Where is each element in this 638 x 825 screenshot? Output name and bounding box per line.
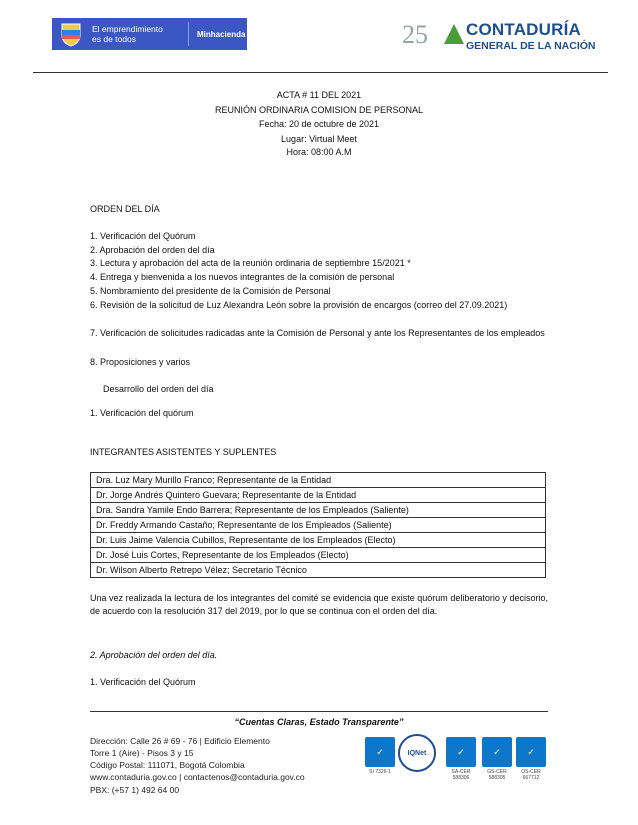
iqnet-logo: IQNet: [398, 734, 436, 772]
cert-code: GS-CER 588305: [487, 769, 507, 781]
gov-slogan-line1: El emprendimiento: [92, 24, 163, 34]
cert-badge: [482, 737, 512, 781]
cert-code: SI 7326-1: [369, 769, 391, 775]
member-cell: Dra. Luz Mary Murillo Franco; Representante de la Entidad: [91, 473, 546, 488]
badge-divider: [188, 22, 189, 46]
section-heading: 1. Verificación del Quórum: [90, 677, 196, 687]
table-row: [91, 473, 546, 488]
member-cell: Dr. Freddy Armando Castaño; Representante de los Empleados (Saliente): [91, 518, 546, 533]
certification-icon: ✓: [516, 737, 546, 767]
meeting-date: Fecha: 20 de octubre de 2021: [258, 119, 380, 129]
org-subtitle: GENERAL DE LA NACIÓN: [466, 40, 596, 52]
leaf-icon: [444, 24, 464, 44]
footer-tower: Torre 1 (Aire) - Pisos 3 y 15: [90, 748, 194, 758]
gov-slogan: [92, 24, 184, 44]
development-heading: Desarrollo del orden del día: [103, 384, 214, 394]
table-row: [91, 563, 546, 578]
agenda-item: 4. Entrega y bienvenida a los nuevos integrantes de la comisión de personal: [90, 272, 395, 282]
footer-postal: Código Postal: 111071, Bogotá Colombia: [90, 760, 245, 770]
cert-badge: [516, 737, 546, 781]
gov-slogan-line2: es de todos: [92, 34, 136, 44]
certification-icon: ✓: [365, 737, 395, 767]
certification-icon: ✓: [482, 737, 512, 767]
member-cell: Dr. Wilson Alberto Retrepo Vélez; Secretario Técnico: [91, 563, 546, 578]
footer-address: Dirección: Calle 26 # 69 - 76 | Edificio Elemento: [90, 736, 270, 746]
agenda-item: 6. Revisión de la solicitud de Luz Alexandra León sobre la provisión de encargos (correo del 27.09.2021): [90, 300, 508, 310]
members-heading: INTEGRANTES ASISTENTES Y SUPLENTES: [90, 447, 277, 457]
anniversary-mark: 25: [402, 20, 428, 49]
member-cell: Dra. Sandra Yamile Endo Barrera; Representante de los Empleados (Saliente): [91, 503, 546, 518]
footer-rule: [90, 711, 548, 712]
cert-code: OS-CER 667712: [521, 769, 541, 781]
meeting-place: Lugar: Virtual Meet: [281, 134, 357, 144]
members-table: [90, 472, 546, 578]
coat-of-arms-icon: [60, 21, 82, 47]
footer-web: www.contaduria.gov.co | contactenos@contaduria.gov.co: [90, 772, 305, 782]
table-row: [91, 548, 546, 563]
header-rule: [33, 72, 608, 73]
meeting-time: Hora: 08:00 A.M: [286, 147, 352, 157]
cgn-logo: [400, 16, 610, 56]
cert-badge: [446, 737, 476, 781]
ministry-label: Minhacienda: [197, 29, 246, 39]
agenda-item: 2. Aprobación del orden del día: [90, 245, 215, 255]
agenda-item: 1. Verificación del Quórum: [90, 231, 196, 241]
cert-code: SA-CER 588306: [451, 769, 471, 781]
table-row: [91, 518, 546, 533]
certification-icon: ✓: [446, 737, 476, 767]
member-cell: Dr. José Luis Cortes, Representante de los Empleados (Electo): [91, 548, 546, 563]
member-cell: Dr. Jorge Andrés Quintero Guevara; Representante de la Entidad: [91, 488, 546, 503]
footer-phone: PBX: (+57 1) 492 64 00: [90, 785, 180, 795]
section-heading: 2. Aprobación del orden del día.: [90, 650, 218, 660]
member-cell: Dr. Luis Jaime Valencia Cubillos, Representante de los Empleados (Electo): [91, 533, 546, 548]
development-item: 1. Verificación del quórum: [90, 408, 194, 418]
table-row: [91, 503, 546, 518]
agenda-item: 3. Lectura y aprobación del acta de la reunión ordinaria de septiembre 15/2021 *: [90, 258, 411, 268]
meeting-type: REUNIÓN ORDINARIA COMISION DE PERSONAL: [214, 105, 424, 115]
table-row: [91, 533, 546, 548]
table-row: [91, 488, 546, 503]
minutes-title: ACTA # 11 DEL 2021: [276, 90, 362, 100]
footer-slogan: “Cuentas Claras, Estado Transparente”: [234, 717, 404, 727]
agenda-item: 8. Proposiciones y varios: [90, 357, 191, 367]
agenda-heading: ORDEN DEL DÍA: [90, 204, 160, 214]
org-name: CONTADURÍA: [466, 20, 582, 39]
gov-badge: [52, 18, 247, 50]
agenda-item: 5. Nombramiento del presidente de la Comisión de Personal: [90, 286, 331, 296]
agenda-item: 7. Verificación de solicitudes radicadas ante la Comisión de Personal y ante los Representantes de los empleados: [90, 328, 545, 338]
cert-badge: [365, 737, 395, 777]
quorum-paragraph: Una vez realizada la lectura de los integrantes del comité se evidencia que existe quórum deliberatorio y decisorio, de acuerdo con la resolución 317 del 2019, por lo que se continua con el orden del día.: [90, 593, 548, 616]
